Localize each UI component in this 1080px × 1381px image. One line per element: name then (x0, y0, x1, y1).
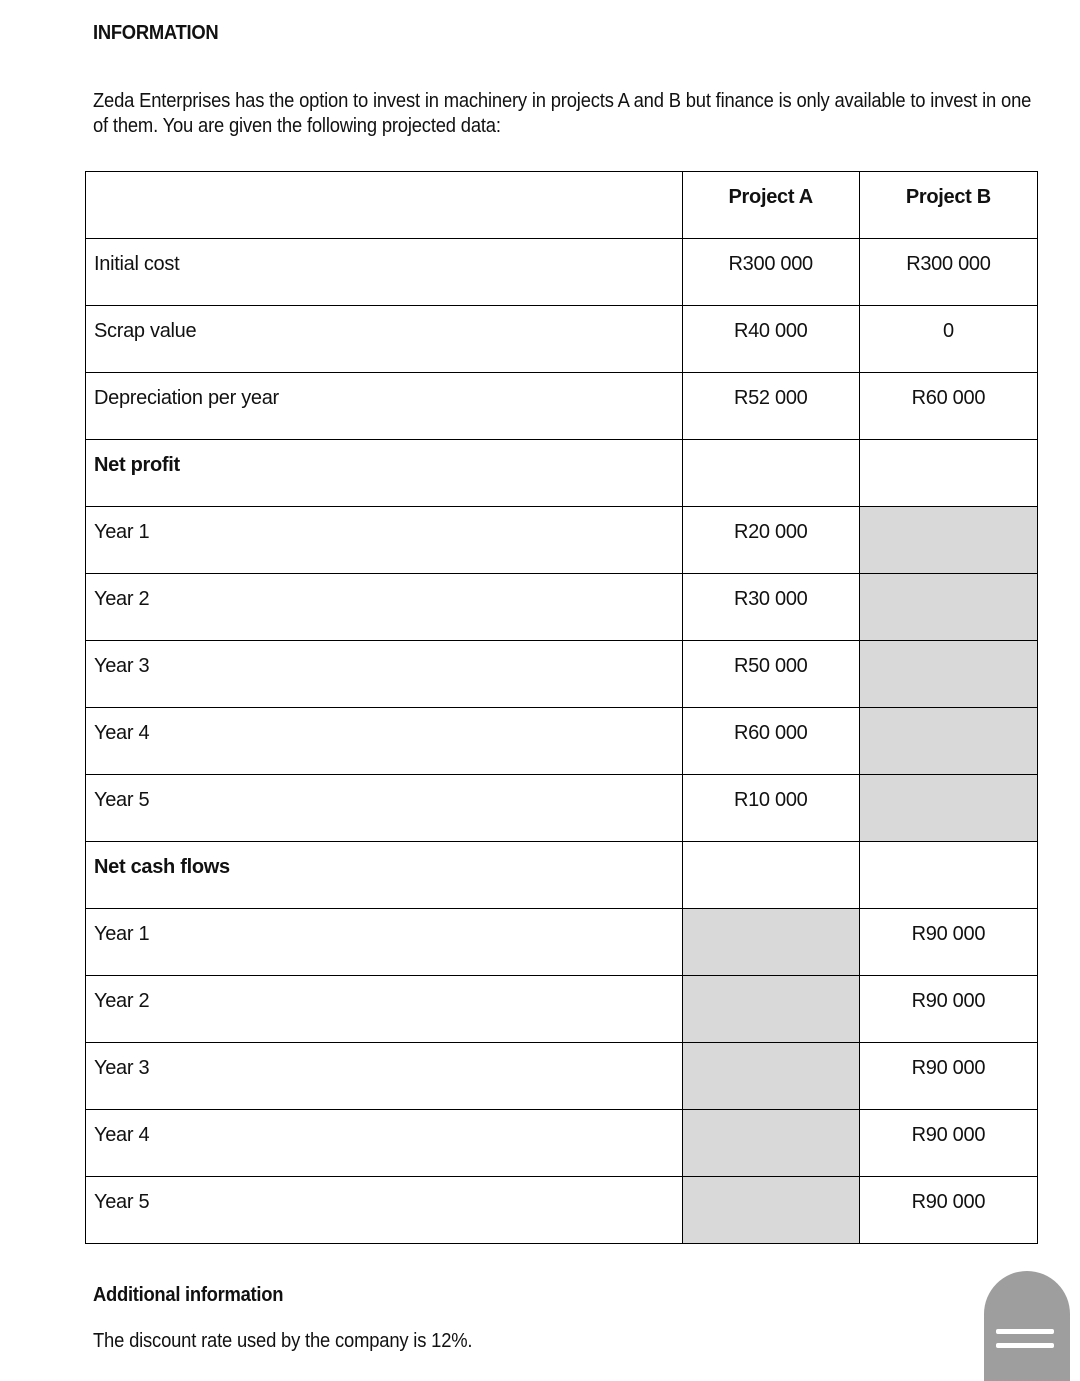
project-b-blank-cell (859, 708, 1037, 775)
header-project-a: Project A (682, 172, 859, 239)
handle-bar (996, 1343, 1054, 1348)
project-a-value: R10 000 (682, 775, 859, 842)
row-label: Depreciation per year (86, 373, 683, 440)
project-a-value: R30 000 (682, 574, 859, 641)
table-row (86, 306, 1038, 373)
project-b-value (859, 440, 1037, 507)
row-label: Year 2 (86, 574, 683, 641)
project-a-value: R52 000 (682, 373, 859, 440)
table-row (86, 1110, 1038, 1177)
project-b-value: R60 000 (859, 373, 1037, 440)
project-a-blank-cell (682, 976, 859, 1043)
project-b-value: R300 000 (859, 239, 1037, 306)
project-b-blank-cell (859, 641, 1037, 708)
row-label: Scrap value (86, 306, 683, 373)
row-label: Year 3 (86, 1043, 683, 1110)
project-a-value (682, 842, 859, 909)
row-label: Year 5 (86, 1177, 683, 1244)
project-b-blank-cell (859, 507, 1037, 574)
project-b-value: 0 (859, 306, 1037, 373)
table-row (86, 909, 1038, 976)
project-a-value: R60 000 (682, 708, 859, 775)
project-a-value: R300 000 (682, 239, 859, 306)
header-cell-empty (86, 172, 683, 239)
row-label: Year 4 (86, 708, 683, 775)
project-b-value: R90 000 (859, 1177, 1037, 1244)
row-label: Year 1 (86, 507, 683, 574)
table-header-row (86, 172, 1038, 239)
project-a-blank-cell (682, 909, 859, 976)
table-row (86, 775, 1038, 842)
table-row (86, 641, 1038, 708)
table-row (86, 708, 1038, 775)
table-row (86, 574, 1038, 641)
project-a-value: R20 000 (682, 507, 859, 574)
table-row (86, 1043, 1038, 1110)
project-b-value: R90 000 (859, 909, 1037, 976)
discount-rate-note: The discount rate used by the company is 12%. (93, 1330, 473, 1352)
row-label: Year 1 (86, 909, 683, 976)
row-label: Year 4 (86, 1110, 683, 1177)
row-label: Year 2 (86, 976, 683, 1043)
project-a-blank-cell (682, 1110, 859, 1177)
project-b-blank-cell (859, 775, 1037, 842)
handle-bar (996, 1329, 1054, 1334)
project-a-value: R50 000 (682, 641, 859, 708)
table-row (86, 507, 1038, 574)
project-b-blank-cell (859, 574, 1037, 641)
project-b-value: R90 000 (859, 1043, 1037, 1110)
projected-data-table (85, 171, 1038, 1244)
intro-paragraph: Zeda Enterprises has the option to invest in machinery in projects A and B but finance is only available to invest in one of them. You are given the following projected data: (93, 90, 1032, 137)
header-project-b: Project B (859, 172, 1037, 239)
project-a-blank-cell (682, 1177, 859, 1244)
table-row (86, 239, 1038, 306)
project-b-value: R90 000 (859, 976, 1037, 1043)
section-label: Net cash flows (86, 842, 683, 909)
menu-handle-icon[interactable] (984, 1271, 1070, 1381)
table-row (86, 976, 1038, 1043)
table-row (86, 1177, 1038, 1244)
project-a-value (682, 440, 859, 507)
row-label: Year 3 (86, 641, 683, 708)
project-a-value: R40 000 (682, 306, 859, 373)
project-b-value: R90 000 (859, 1110, 1037, 1177)
row-label: Initial cost (86, 239, 683, 306)
section-row-net-cash-flows (86, 842, 1038, 909)
section-row-net-profit (86, 440, 1038, 507)
table-row (86, 373, 1038, 440)
project-a-blank-cell (682, 1043, 859, 1110)
additional-information-title: Additional information (93, 1284, 284, 1306)
project-b-value (859, 842, 1037, 909)
row-label: Year 5 (86, 775, 683, 842)
section-label: Net profit (86, 440, 683, 507)
page-heading: INFORMATION (93, 22, 219, 44)
